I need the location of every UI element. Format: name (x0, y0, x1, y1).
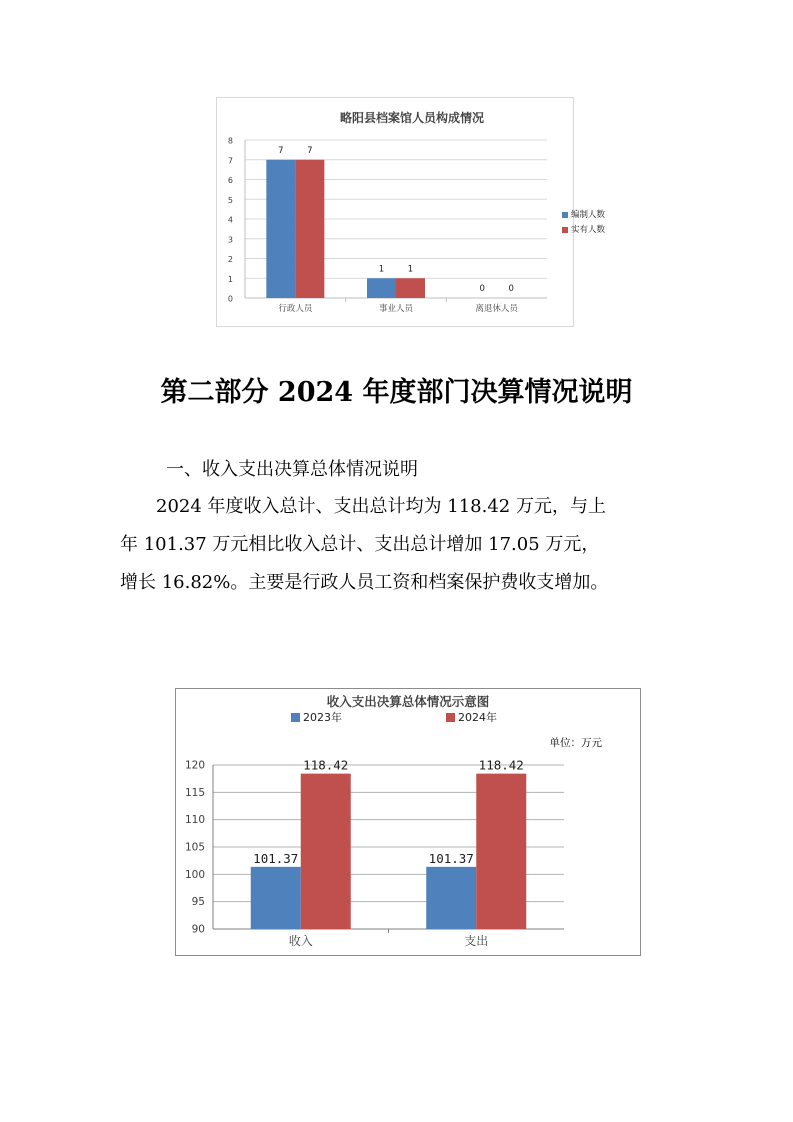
chart-title: 略阳县档案馆人员构成情况 (339, 111, 485, 125)
legend-label: 2023年 (303, 711, 342, 724)
bar-1 (426, 867, 476, 929)
bar-1 (266, 160, 295, 298)
staff-composition-chart-svg (217, 98, 606, 326)
y-tick-label: 4 (227, 215, 233, 225)
bar-2 (396, 278, 425, 298)
x-tick-label: 事业人员 (378, 304, 414, 314)
data-label: 0 (508, 284, 514, 294)
legend-swatch (446, 713, 455, 722)
legend-label: 实有人数 (571, 225, 606, 235)
y-tick-label: 0 (227, 294, 233, 304)
y-tick-label: 6 (227, 176, 233, 185)
y-tick-label: 2 (227, 255, 233, 264)
data-label: 1 (407, 264, 414, 275)
y-tick-label: 7 (227, 156, 233, 166)
y-tick-label: 95 (191, 896, 205, 909)
legend-swatch (562, 212, 568, 218)
bar-2 (295, 160, 324, 298)
x-tick-label: 收入 (288, 934, 313, 948)
income-expenditure-chart-svg (176, 689, 640, 955)
y-tick-label: 5 (227, 195, 233, 205)
section-title-income-expenditure: 一、收入支出决算总体情况说明 (166, 459, 418, 480)
x-tick-label: 支出 (464, 934, 489, 948)
data-label: 0 (479, 284, 485, 294)
chart-title: 收入支出决算总体情况示意图 (326, 694, 490, 709)
y-tick-label: 100 (184, 868, 205, 881)
legend-swatch (562, 227, 568, 233)
data-label: 7 (278, 145, 284, 156)
legend-label: 编制人数 (571, 210, 606, 220)
y-tick-label: 1 (227, 274, 233, 284)
y-tick-label: 110 (184, 814, 205, 827)
data-label: 118.42 (303, 757, 349, 773)
legend-swatch (291, 713, 300, 722)
bar-1 (251, 867, 301, 929)
y-tick-label: 8 (227, 136, 233, 146)
x-tick-label: 离退休人员 (475, 304, 518, 314)
y-tick-label: 3 (227, 235, 233, 245)
data-label: 101.37 (428, 850, 474, 866)
data-label: 118.42 (478, 757, 524, 773)
y-tick-label: 90 (191, 923, 205, 936)
income-expenditure-chart (175, 688, 641, 956)
y-tick-label: 120 (184, 759, 205, 772)
unit-label: 单位：万元 (549, 737, 602, 749)
part-two-heading: 第二部分 2024 年度部门决算情况说明 (160, 377, 633, 408)
data-label: 7 (307, 145, 313, 156)
summary-paragraph (120, 488, 680, 602)
bar-1 (367, 278, 396, 298)
y-tick-label: 115 (184, 786, 205, 799)
paragraph-line-2: 年 101.37 万元相比收入总计、支出总计增加 17.05 万元， (120, 534, 600, 555)
x-tick-label: 行政人员 (278, 304, 313, 314)
paragraph-line-1: 2024 年度收入总计、支出总计均为 118.42 万元，与上 (156, 496, 606, 517)
data-label: 1 (378, 264, 385, 275)
data-label: 101.37 (253, 850, 299, 866)
staff-composition-chart (216, 97, 606, 327)
bar-2 (301, 774, 351, 929)
y-tick-label: 105 (184, 841, 205, 854)
legend-label: 2024年 (458, 711, 497, 724)
bar-2 (476, 774, 526, 929)
paragraph-line-3: 增长 16.82%。主要是行政人员工资和档案保护费收支增加。 (120, 572, 609, 593)
